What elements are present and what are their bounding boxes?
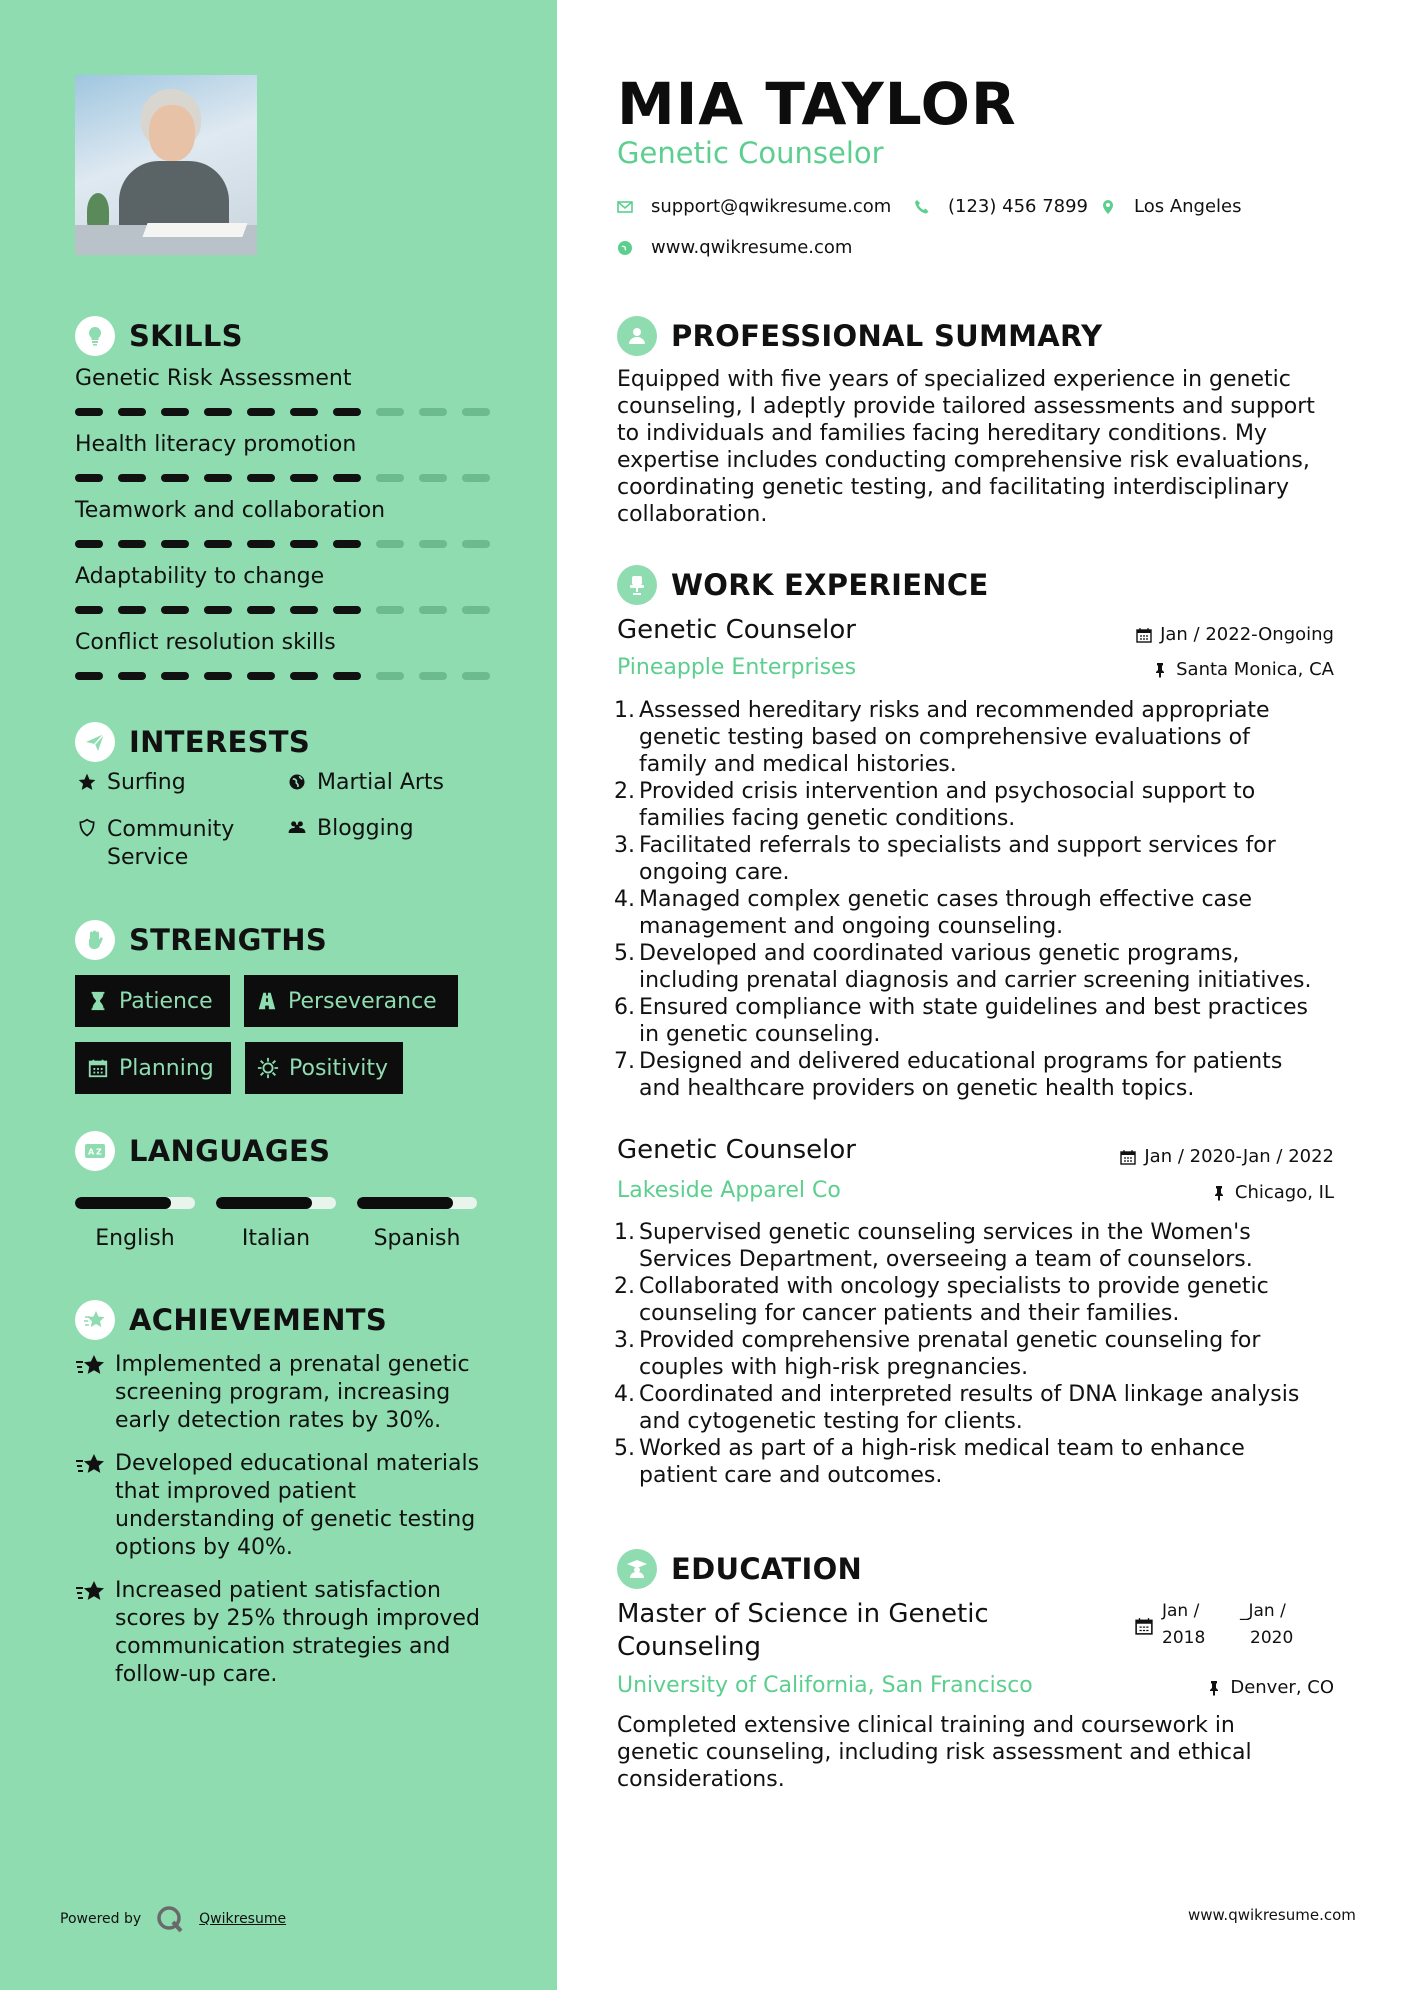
experience-heading	[617, 565, 989, 605]
star-icon	[75, 1577, 115, 1689]
user-icon	[617, 316, 657, 356]
company-name: Lakeside Apparel Co	[617, 1178, 841, 1203]
calendar-icon	[1120, 1149, 1136, 1165]
powered-by: Powered by Qwikresume	[60, 1904, 286, 1934]
skill-dot	[75, 540, 103, 548]
star-icon	[75, 1450, 115, 1562]
skill-item	[75, 432, 505, 498]
skill-dot	[290, 606, 318, 614]
interest-item	[75, 816, 234, 872]
language-name: English	[95, 1226, 175, 1251]
skill-name: Health literacy promotion	[75, 432, 357, 457]
job-title: Genetic Counselor	[617, 1135, 856, 1165]
language-name: Italian	[241, 1226, 311, 1251]
skill-dot	[118, 474, 146, 482]
interests-heading	[75, 722, 310, 762]
phone-icon	[914, 199, 930, 215]
duty-item: 7. Designed and delivered educational programs for patients and healthcare providers on genetic health topics.	[614, 1049, 1283, 1101]
interest-item	[285, 770, 444, 795]
summary-title: PROFESSIONAL SUMMARY	[671, 319, 1103, 353]
skill-dot	[75, 474, 103, 482]
hand-icon	[75, 920, 115, 960]
star-badge-icon	[75, 1300, 115, 1340]
users-icon	[285, 816, 309, 841]
languages-title: LANGUAGES	[129, 1134, 331, 1168]
skill-rating	[75, 672, 505, 680]
skill-dot	[333, 474, 361, 482]
skills-list	[75, 366, 505, 696]
duty-item: 5. Developed and coordinated various genetic programs, including prenatal diagnosis and carrier screening initiatives.	[614, 941, 1312, 993]
skill-rating	[75, 606, 505, 614]
skill-dot	[376, 474, 404, 482]
skill-dot	[333, 672, 361, 680]
skill-dot	[419, 408, 447, 416]
strength-chip: Patience	[75, 975, 230, 1027]
road-icon	[256, 990, 278, 1012]
skill-dot	[462, 408, 490, 416]
skill-dot	[376, 672, 404, 680]
skill-dot	[247, 540, 275, 548]
sun-icon	[257, 1057, 279, 1079]
skill-dot	[161, 540, 189, 548]
pin-icon	[1211, 1185, 1227, 1201]
achievement-item: Implemented a prenatal genetic screening program, increasing early detection rates by 30%.	[75, 1351, 505, 1435]
star-icon	[75, 1351, 115, 1435]
duty-item: 1. Assessed hereditary risks and recommended appropriate genetic testing based on comprehensive evaluations of family and medical histories.	[614, 698, 1270, 777]
calendar-icon	[1136, 627, 1152, 643]
skill-dot	[419, 540, 447, 548]
company-name: Pineapple Enterprises	[617, 655, 857, 680]
education-location: Denver, CO	[1206, 1677, 1334, 1698]
skill-dot	[462, 474, 490, 482]
job-date: Jan / 2020-Jan / 2022	[1120, 1146, 1334, 1167]
skill-rating	[75, 474, 505, 482]
skill-rating	[75, 408, 505, 416]
duty-item: 1. Supervised genetic counseling services in the Women's Services Department, overseeing a team of counselors.	[614, 1220, 1253, 1272]
candidate-name: MIA TAYLOR	[617, 70, 1017, 138]
skill-dot	[419, 474, 447, 482]
skill-name: Teamwork and collaboration	[75, 498, 386, 523]
sidebar	[0, 0, 557, 1990]
duty-item: 3. Provided comprehensive prenatal genetic counseling for couples with high-risk pregnancies.	[614, 1328, 1261, 1380]
skill-dot	[75, 408, 103, 416]
interest-item	[285, 816, 414, 841]
duty-item: 3. Facilitated referrals to specialists and support services for ongoing care.	[614, 833, 1276, 885]
graduate-icon	[617, 1549, 657, 1589]
interests-title: INTERESTS	[129, 725, 311, 759]
skill-dot	[204, 606, 232, 614]
job-location: Chicago, IL	[1211, 1182, 1334, 1203]
svg-text:A: A	[88, 1147, 95, 1157]
job-date: Jan / 2022-Ongoing	[1136, 624, 1334, 645]
skill-rating	[75, 540, 505, 548]
pin-icon	[1152, 662, 1168, 678]
strengths-title: STRENGTHS	[129, 923, 328, 957]
skill-dot	[204, 540, 232, 548]
skill-dot	[333, 408, 361, 416]
contact-location: Los Angeles	[1100, 196, 1242, 217]
pin-icon	[1206, 1680, 1222, 1696]
skill-dot	[290, 672, 318, 680]
skill-dot	[333, 606, 361, 614]
education-description: Completed extensive clinical training and coursework in genetic counseling, including risk assessment and ethical considerations.	[617, 1713, 1252, 1792]
interest-item	[75, 770, 186, 795]
summary-heading	[617, 316, 1102, 356]
calendar-icon	[87, 1057, 109, 1079]
skill-item	[75, 630, 505, 696]
achievements-heading	[75, 1300, 387, 1340]
qwikresume-link[interactable]: Qwikresume	[199, 1911, 287, 1927]
skill-dot	[75, 672, 103, 680]
skill-dot	[290, 540, 318, 548]
duty-item: 4. Managed complex genetic cases through effective case management and ongoing counseling.	[614, 887, 1253, 939]
education-heading	[617, 1549, 862, 1589]
skill-dot	[290, 474, 318, 482]
strength-chip: Planning	[75, 1042, 231, 1094]
skill-dot	[75, 606, 103, 614]
duty-item: 2. Collaborated with oncology specialists to provide genetic counseling for cancer patients and their families.	[614, 1274, 1269, 1326]
achievements-title: ACHIEVEMENTS	[129, 1303, 388, 1337]
job-duties	[610, 697, 1350, 1102]
language-level-fill	[75, 1197, 171, 1209]
lightbulb-icon	[75, 316, 115, 356]
summary-text: Equipped with five years of specialized experience in genetic counseling, I adeptly provide tailored assessments and support to individuals and families facing hereditary conditions. My expertise includes conducting comprehensive risk evaluations, coordinating genetic testing, and facilitating interdisciplinary collaboration.	[617, 367, 1315, 527]
language-level-fill	[357, 1197, 453, 1209]
achievement-item: Developed educational materials that improved patient understanding of genetic testing options by 40%.	[75, 1450, 505, 1562]
shield-icon	[75, 816, 99, 872]
skill-item	[75, 498, 505, 564]
contact-phone[interactable]: (123) 456 7899	[914, 196, 1088, 217]
duty-item: 4. Coordinated and interpreted results of DNA linkage analysis and cytogenetic testing for clients.	[614, 1382, 1300, 1434]
language-icon	[75, 1131, 115, 1171]
globe-icon	[617, 240, 633, 256]
skill-dot	[118, 540, 146, 548]
job-location: Santa Monica, CA	[1152, 659, 1334, 680]
skill-item	[75, 366, 505, 432]
strengths-heading	[75, 920, 327, 960]
skill-dot	[419, 672, 447, 680]
chair-icon	[617, 565, 657, 605]
contact-website[interactable]: www.qwikresume.com	[617, 237, 852, 258]
skill-dot	[118, 408, 146, 416]
skill-dot	[247, 408, 275, 416]
qwikresume-logo-icon	[155, 1904, 185, 1934]
skill-dot	[204, 474, 232, 482]
skill-name: Adaptability to change	[75, 564, 325, 589]
job-duties	[610, 1219, 1350, 1489]
skill-dot	[333, 540, 361, 548]
profile-photo	[75, 75, 257, 255]
skill-dot	[462, 606, 490, 614]
strength-chip: Perseverance	[244, 975, 458, 1027]
skill-dot	[462, 540, 490, 548]
strength-chip: Positivity	[245, 1042, 403, 1094]
skill-dot	[376, 408, 404, 416]
skill-dot	[204, 672, 232, 680]
skill-dot	[247, 606, 275, 614]
map-pin-icon	[1100, 199, 1116, 215]
achievement-item: Increased patient satisfaction scores by 25% through improved communication strategies and follow-up care.	[75, 1577, 505, 1689]
duty-item: 6. Ensured compliance with state guidelines and best practices in genetic counseling.	[614, 995, 1308, 1047]
language-name: Spanish	[373, 1226, 461, 1251]
skill-dot	[462, 672, 490, 680]
skill-dot	[419, 606, 447, 614]
interest-label: Martial Arts	[317, 770, 445, 795]
candidate-title: Genetic Counselor	[617, 136, 884, 170]
language-bar	[75, 1197, 195, 1209]
skill-dot	[204, 408, 232, 416]
language-bar	[216, 1197, 336, 1209]
education-start-date: Jan / 2018	[1162, 1601, 1206, 1648]
degree-title: Master of Science in Genetic Counseling	[617, 1599, 989, 1662]
skill-dot	[161, 672, 189, 680]
footer-website[interactable]: www.qwikresume.com	[1188, 1906, 1356, 1924]
skill-name: Conflict resolution skills	[75, 630, 336, 655]
interest-label: Blogging	[317, 816, 414, 841]
calendar-icon	[1135, 1617, 1153, 1635]
skill-dot	[161, 606, 189, 614]
svg-text:Z: Z	[96, 1147, 102, 1157]
skill-dot	[161, 408, 189, 416]
duty-item: 5. Worked as part of a high-risk medical team to enhance patient care and outcomes.	[614, 1436, 1245, 1488]
skill-dot	[118, 606, 146, 614]
skill-dot	[247, 672, 275, 680]
school-name: University of California, San Francisco	[617, 1673, 1033, 1698]
education-end-date: _Jan / 2020	[1240, 1601, 1294, 1648]
skill-dot	[247, 474, 275, 482]
hourglass-icon	[87, 990, 109, 1012]
skill-dot	[290, 408, 318, 416]
globe-icon	[285, 770, 309, 795]
languages-heading	[75, 1131, 330, 1171]
experience-title: WORK EXPERIENCE	[671, 568, 989, 602]
skill-name: Genetic Risk Assessment	[75, 366, 352, 391]
duty-item: 2. Provided crisis intervention and psychosocial support to families facing genetic conditions.	[614, 779, 1256, 831]
language-bar	[357, 1197, 477, 1209]
skills-heading	[75, 316, 243, 356]
skill-dot	[376, 540, 404, 548]
skill-dot	[118, 672, 146, 680]
envelope-icon	[617, 199, 633, 215]
skill-item	[75, 564, 505, 630]
skill-dot	[376, 606, 404, 614]
star-icon	[75, 770, 99, 795]
skill-dot	[161, 474, 189, 482]
education-title: EDUCATION	[671, 1552, 863, 1586]
job-title: Genetic Counselor	[617, 615, 856, 645]
paper-plane-icon	[75, 722, 115, 762]
interest-label: Surfing	[107, 770, 186, 795]
skills-title: SKILLS	[129, 319, 243, 353]
interest-label: Community Service	[107, 817, 235, 870]
contact-email[interactable]: support@qwikresume.com	[617, 196, 891, 217]
language-level-fill	[216, 1197, 312, 1209]
